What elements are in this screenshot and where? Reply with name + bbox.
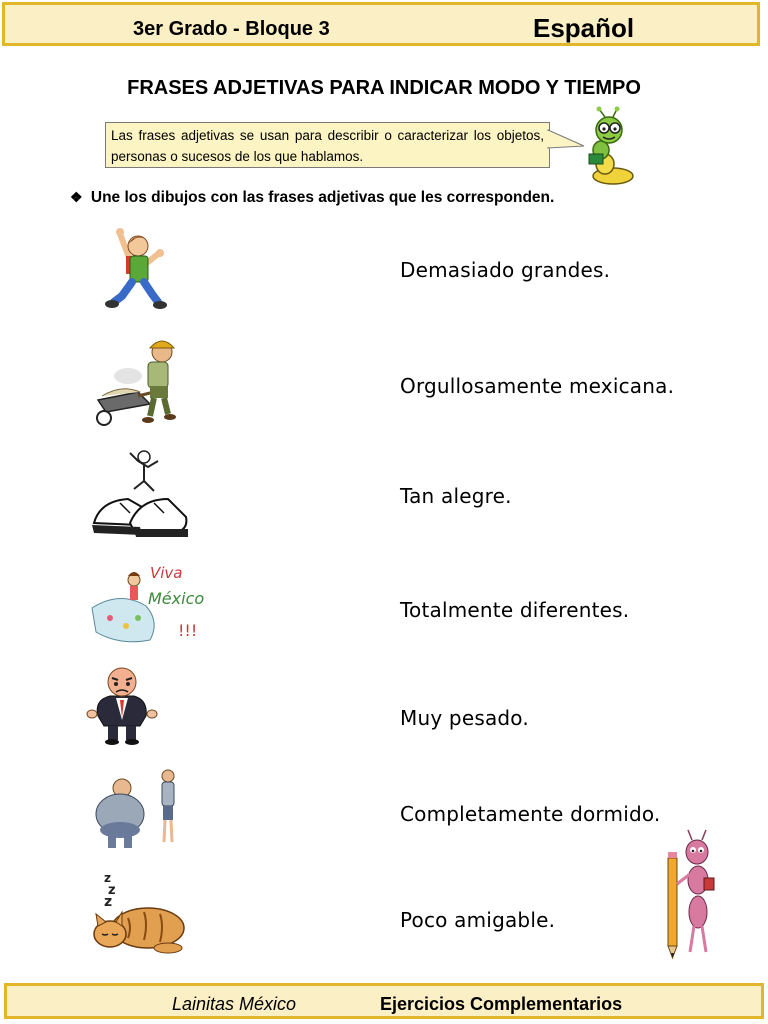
grade-label: 3er Grado - Bloque 3 — [133, 18, 330, 40]
ant-with-pencil-icon — [662, 828, 722, 962]
angry-man-illustration[interactable] — [86, 664, 190, 758]
footer-author: Lainitas México — [172, 994, 297, 1014]
phrase-2[interactable]: Orgullosamente mexicana. — [400, 374, 675, 398]
phrase-7[interactable]: Poco amigable. — [400, 908, 556, 932]
instruction — [70, 189, 554, 207]
instruction-text: Une los dibujos con las frases adjetivas que les corresponden. — [90, 189, 555, 206]
bookworm-icon — [585, 106, 637, 186]
phrase-3[interactable]: Tan alegre. — [400, 484, 512, 508]
happy-boy-illustration[interactable] — [92, 222, 196, 316]
header-banner — [2, 2, 760, 46]
phrase-5[interactable]: Muy pesado. — [400, 706, 529, 730]
bullet-icon: ❖ — [70, 189, 83, 205]
svg-text:z: z — [104, 894, 113, 910]
worker-wheelbarrow-illustration[interactable] — [92, 334, 196, 428]
fat-and-thin-men-illustration[interactable] — [92, 768, 196, 862]
giant-shoes-illustration[interactable] — [90, 445, 194, 539]
callout-tail — [548, 126, 588, 152]
phrase-6[interactable]: Completamente dormido. — [400, 802, 661, 826]
definition-callout: Las frases adjetivas se usan para describir o caracterizar los objetos, personas o sucesos de los que hablamos. — [105, 122, 550, 168]
footer-series: Ejercicios Complementarios — [380, 994, 623, 1014]
phrase-1[interactable]: Demasiado grandes. — [400, 258, 611, 282]
mexico-text: México — [148, 589, 205, 608]
page-title: FRASES ADJETIVAS PARA INDICAR MODO Y TIEMPO — [127, 77, 641, 99]
exclamation-text: !!! — [178, 621, 198, 640]
phrase-4[interactable]: Totalmente diferentes. — [400, 598, 630, 622]
subject-label: Español — [533, 13, 635, 43]
mexican-dancer-illustration[interactable] — [90, 560, 205, 654]
footer-banner — [4, 983, 764, 1019]
svg-text:z: z — [104, 871, 111, 885]
svg-text:z: z — [108, 883, 116, 898]
sleeping-cat-illustration[interactable] — [88, 868, 192, 962]
viva-text: Viva — [150, 564, 183, 582]
